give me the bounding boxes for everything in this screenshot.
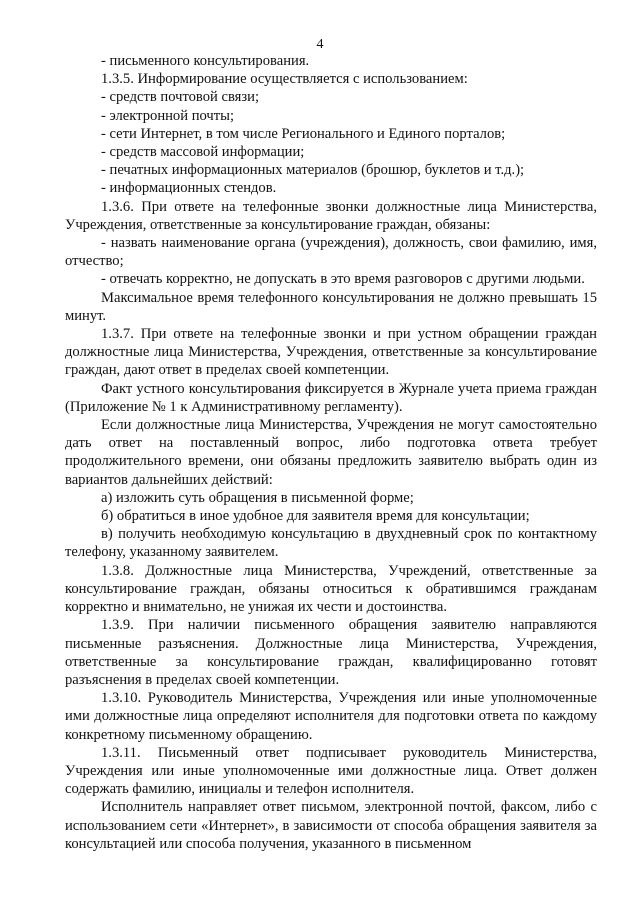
paragraph: Исполнитель направляет ответ письмом, электронной почтой, факсом, либо с использованием сети «Интернет», в зависимости от способа обращения заявителя за консультацией или способа получения, указанного в письменном: [65, 799, 597, 852]
section-paragraph: 1.3.10. Руководитель Министерства, Учреждения или иные уполномоченные ими должностные лица определяют исполнителя для подготовки ответа по каждому конкретному письменному обращению.: [65, 690, 597, 743]
section-paragraph: 1.3.6. При ответе на телефонные звонки должностные лица Министерства, Учреждения, ответственные за консультирование граждан, обязаны:: [65, 198, 597, 233]
list-item: - информационных стендов.: [101, 180, 277, 197]
list-item: - назвать наименование органа (учреждения), должность, свои фамилию, имя, отчество;: [65, 235, 597, 270]
list-item: - электронной почты;: [101, 107, 234, 124]
section-paragraph: 1.3.9. При наличии письменного обращения заявителю направляются письменные разъяснения. Должностные лица Министерства, Учреждения, ответственные за консультирование граждан, квалифицированно готовят разъяснения в пределах своей компетенции.: [65, 617, 597, 688]
list-item: - средств почтовой связи;: [101, 89, 260, 106]
list-item: - сети Интернет, в том числе Регионального и Единого порталов;: [101, 125, 506, 142]
paragraph: Если должностные лица Министерства, Учреждения не могут самостоятельно дать ответ на поставленный вопрос, либо подготовка ответа требует продолжительного времени, они обязаны предложить заявителю выбрать один из вариантов дальнейших действий:: [65, 417, 597, 488]
section-paragraph: 1.3.8. Должностные лица Министерства, Учреждений, ответственные за консультирование граждан, обязаны относиться к обратившимся гражданам корректно и внимательно, не унижая их чести и достоинства.: [65, 562, 597, 616]
paragraph: Факт устного консультирования фиксируется в Журнале учета приема граждан (Приложение № 1 к Административному регламенту).: [65, 380, 597, 415]
paragraph: Максимальное время телефонного консультирования не должно превышать 15 минут.: [65, 289, 597, 324]
list-item: а) изложить суть обращения в письменной форме;: [101, 489, 414, 506]
list-item: б) обратиться в иное удобное для заявителя время для консультации;: [101, 508, 530, 525]
list-item: в) получить необходимую консультацию в двухдневный срок по контактному телефону, указанному заявителем.: [65, 526, 597, 561]
list-item: - средств массовой информации;: [101, 144, 305, 161]
section-paragraph: 1.3.5. Информирование осуществляется с использованием:: [101, 71, 468, 88]
list-item: - печатных информационных материалов (брошюр, буклетов и т.д.);: [101, 162, 525, 179]
document-body: [65, 52, 597, 853]
list-item: - письменного консультирования.: [101, 53, 310, 69]
section-paragraph: 1.3.7. При ответе на телефонные звонки и при устном обращении граждан должностные лица Министерства, Учреждения, ответственные за консультирование граждан, дают ответ в пределах своей компетенции.: [65, 326, 597, 379]
section-paragraph: 1.3.11. Письменный ответ подписывает руководитель Министерства, Учреждения или иные уполномоченные ими должностные лица. Ответ должен содержать фамилию, инициалы и телефон исполнителя.: [65, 744, 597, 798]
list-item: - отвечать корректно, не допускать в это время разговоров с другими людьми.: [101, 271, 585, 288]
page-number: 4: [316, 37, 324, 52]
